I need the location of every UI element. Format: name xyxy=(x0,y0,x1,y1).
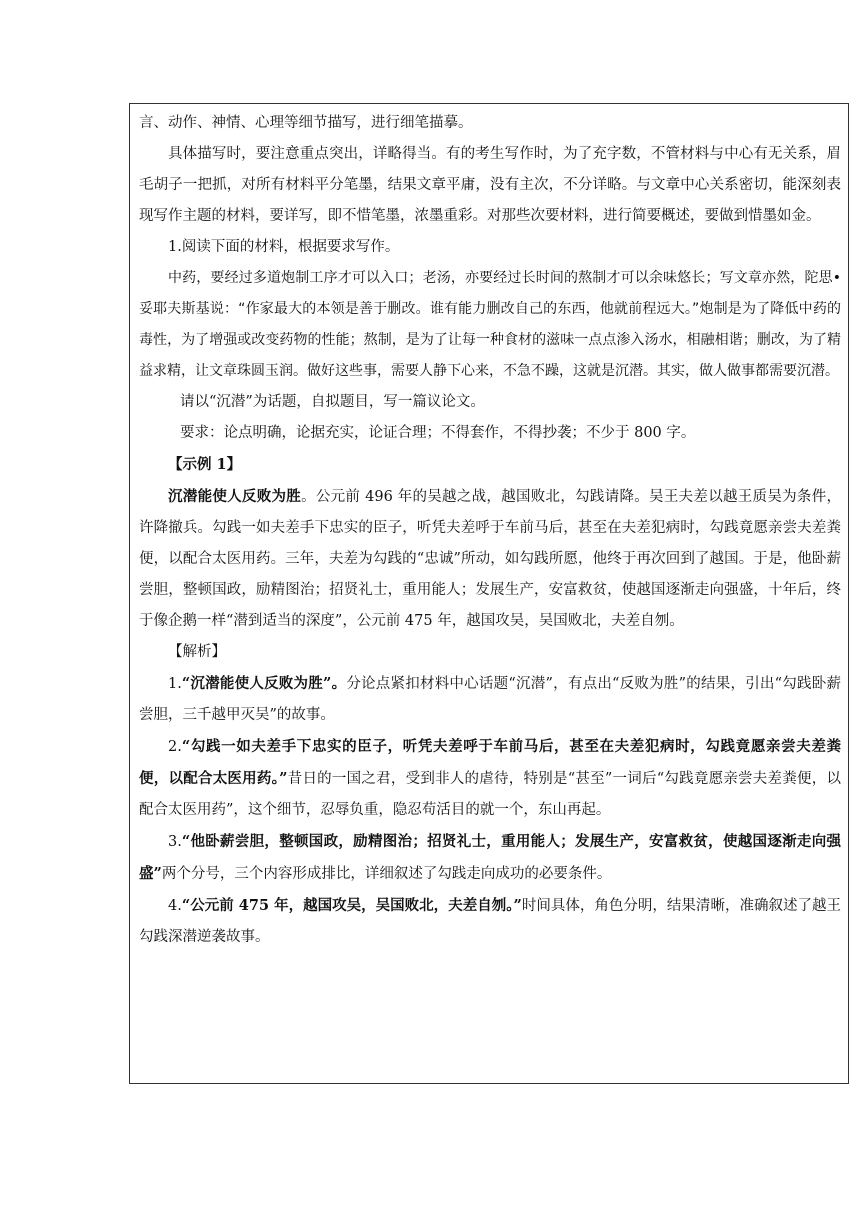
analysis-item-3 xyxy=(139,826,841,890)
analysis-num: 3. xyxy=(168,834,182,850)
analysis-item-2 xyxy=(139,731,841,826)
content-frame xyxy=(129,103,849,1084)
task-text: 请以“沉潜”为话题，自拟题目，写一篇议论文。 xyxy=(180,394,485,410)
example-paragraph xyxy=(139,481,841,637)
analysis-label-text: 【解析】 xyxy=(168,644,226,660)
analysis-label xyxy=(139,637,841,668)
example-rest: 。公元前 496 年的吴越之战，越国败北，勾践请降。吴王夫差以越王质吴为条件，许降撤兵。勾践一如夫差手下忠实的臣子，听凭夫差呼于车前马后，甚至在夫差犯病时，勾践竟愿亲尝夫差粪便，以配合太医用药。三年，夫差为勾践的“忠诚”所动，如勾践所愿，他终于再次回到了越国。于是，他卧薪尝胆，整顿国政，励精图治；招贤礼士，重用能人；发展生产，安富救贫，使越国逐渐走向强盛，十年后，终于像企鹅一样“潜到适当的深度”，公元前 475 年，越国攻吴，吴国败北，夫差自刎。 xyxy=(139,489,841,629)
analysis-rest: 两个分号，三个内容形成排比，详细叙述了勾践走向成功的必要条件。 xyxy=(161,866,612,882)
requirement-text: 要求：论点明确，论据充实，论证合理；不得套作，不得抄袭；不少于 800 字。 xyxy=(180,425,696,441)
analysis-bold: “他卧薪尝胆，整顿国政，励精图治；招贤礼士，重用能人；发展生产，安富救贫，使越国逐渐走向强盛” xyxy=(139,833,841,882)
material-text: 中药，要经过多道炮制工序才可以入口；老汤，亦要经过长时间的熬制才可以余味悠长；写文章亦然，陀思•妥耶夫斯基说：“作家最大的本领是善于删改。谁有能力删改自己的东西，他就前程远大。”炮制是为了降低中药的毒性，为了增强或改变药物的性能；熬制，是为了让每一种食材的滋味一点点渗入汤水，相融相谐；删改，为了精益求精，让文章珠圆玉润。做好这些事，需要人静下心来，不急不躁，这就是沉潜。其实，做人做事都需要沉潜。 xyxy=(139,270,841,379)
analysis-num: 2. xyxy=(168,739,182,755)
analysis-bold: “沉潜能使人反败为胜”。 xyxy=(181,675,347,692)
question-1: 1.阅读下面的材料，根据要求写作。 xyxy=(168,239,400,255)
analysis-num: 1. xyxy=(168,676,182,692)
analysis-bold: “公元前 475 年，越国攻吴，吴国败北，夫差自刎。” xyxy=(181,897,522,914)
analysis-item-1 xyxy=(139,668,841,731)
analysis-num: 4. xyxy=(168,898,182,914)
example-label-text: 【示例 1】 xyxy=(168,456,242,473)
example-label xyxy=(139,449,841,481)
paragraph-2: 具体描写时，要注意重点突出，详略得当。有的考生写作时，为了充字数，不管材料与中心有无关系，眉毛胡子一把抓，对所有材料平分笔墨，结果文章平庸，没有主次，不分详略。与文章中心关系密切，能深刻表现写作主题的材料，要详写，即不惜笔墨，浓墨重彩。对那些次要材料，进行简要概述，要做到惜墨如金。 xyxy=(139,146,841,224)
document-body xyxy=(139,108,841,953)
example-bold: 沉潜能使人反败为胜 xyxy=(168,488,302,505)
analysis-bold: “勾践一如夫差手下忠实的臣子，听凭夫差呼于车前马后，甚至在夫差犯病时，勾践竟愿亲尝夫差粪便，以配合太医用药。” xyxy=(139,738,841,787)
analysis-item-4 xyxy=(139,890,841,953)
analysis-rest: 昔日的一国之君，受到非人的虐待，特别是“甚至”一词后“勾践竟愿亲尝夫差粪便，以配合太医用药”，这个细节，忍辱负重，隐忍苟活目的就一个，东山再起。 xyxy=(139,771,841,818)
analysis-rest: 分论点紧扣材料中心话题“沉潜”，有点出“反败为胜”的结果，引出“勾践卧薪尝胆，三千越甲灭吴”的故事。 xyxy=(139,676,841,723)
analysis-rest: 时间具体，角色分明，结果清晰，准确叙述了越王勾践深潜逆袭故事。 xyxy=(139,898,842,945)
paragraph-1: 言、动作、神情、心理等细节描写，进行细笔描摹。 xyxy=(139,115,473,131)
